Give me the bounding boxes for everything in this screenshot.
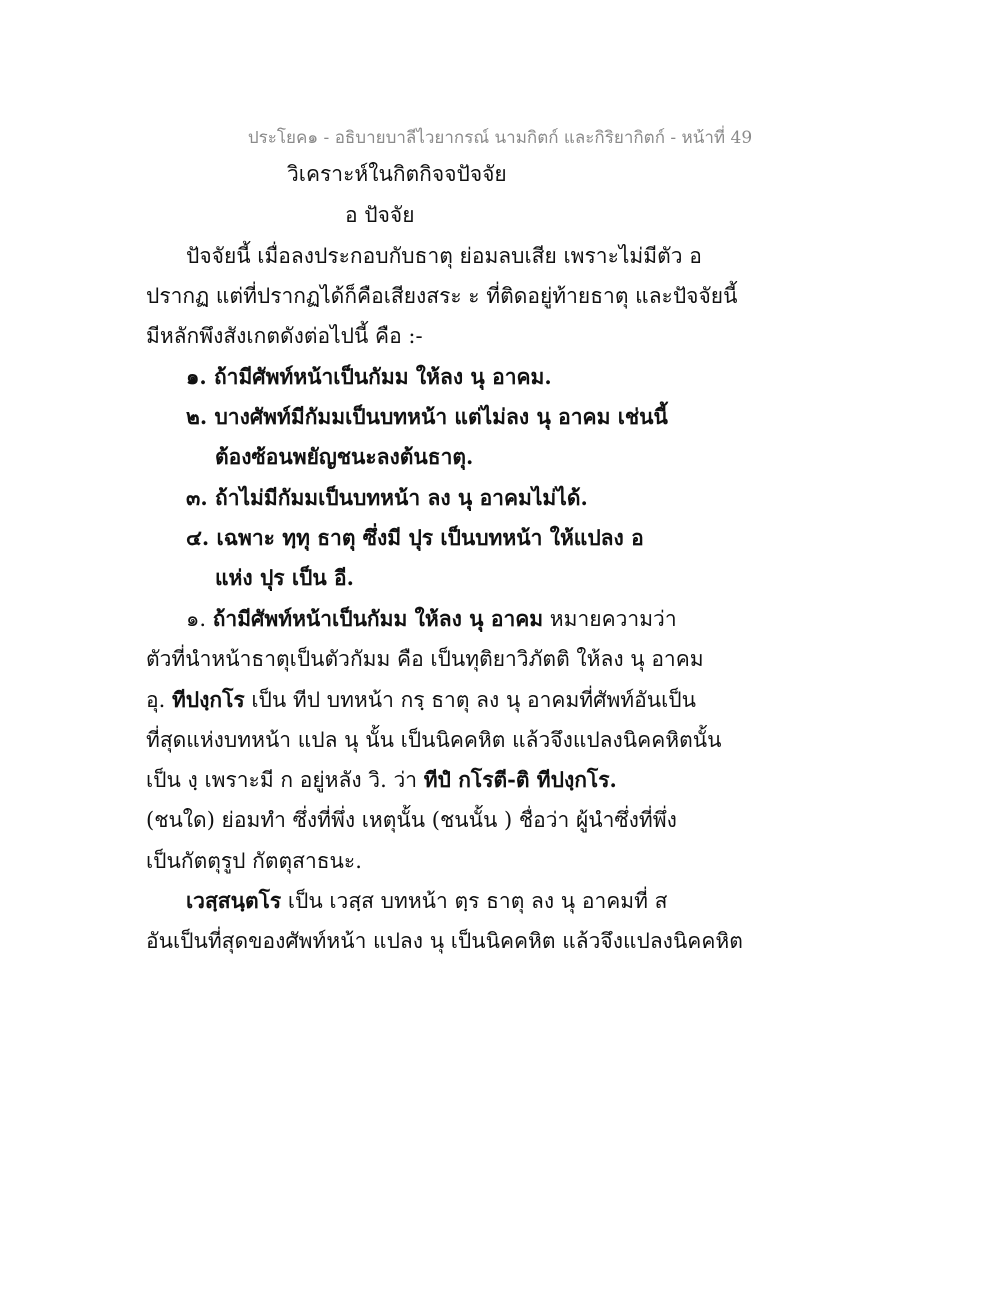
running-header: ประโยค๑ - อธิบายบาลีไวยากรณ์ นามกิตก์ และกิริยากิตก์ - หน้าที่ 49 — [247, 128, 753, 148]
subsection-title: อ ปัจจัย — [345, 203, 415, 227]
rule-3: ๓. ถ้าไม่มีกัมมเป็นบทหน้า ลง นุ อาคมไม่ได้. — [186, 485, 588, 510]
explanation-line-6: (ชนใด) ย่อมทำ ซึ่งที่พึ่ง เหตุนั้น (ชนนั้น ) ชื่อว่า ผู้นำซึ่งที่พึ่ง — [146, 808, 677, 832]
example-word-vessantara: เวสฺสนฺตโร — [186, 888, 282, 913]
intro-line-2: ปรากฏ แต่ที่ปรากฏได้ก็คือเสียงสระ ะ ที่ติดอยู่ท้ายธาตุ และปัจจัยนี้ — [146, 284, 738, 308]
example-prefix: อุ. — [146, 688, 172, 712]
explanation-line-8-rest: เป็น เวสฺส บทหน้า ตฺร ธาตุ ลง นุ อาคมที่ ส — [281, 889, 668, 913]
example-word-dipankara: ทีปงฺกโร — [171, 687, 245, 712]
explanation-line-5-pre: เป็น งฺ เพราะมี ก อยู่หลัง วิ. ว่า — [146, 768, 424, 792]
explanation-line-2: ตัวที่นำหน้าธาตุเป็นตัวกัมม คือ เป็นทุติยาวิภัตติ ให้ลง นุ อาคม — [146, 647, 704, 671]
explanation-line-5 — [146, 766, 617, 794]
section-title: วิเคราะห์ในกิตกิจจปัจจัย — [287, 162, 507, 186]
rule-4-continuation: แห่ง ปุร เป็น อี. — [215, 565, 354, 590]
explanation-line-7: เป็นกัตตุรูป กัตตุสาธนะ. — [146, 849, 362, 873]
explanation-line-3 — [146, 686, 696, 714]
explanation-rule-restated: ถ้ามีศัพท์หน้าเป็นกัมม ให้ลง นุ อาคม — [212, 606, 544, 631]
rule-2-continuation: ต้องซ้อนพยัญชนะลงต้นธาตุ. — [215, 444, 474, 469]
vigraha-phrase: ทีปํ กโรตี-ติ ทีปงฺกโร. — [423, 767, 617, 792]
explanation-number: ๑. — [186, 607, 207, 631]
rule-2: ๒. บางศัพท์มีกัมมเป็นบทหน้า แต่ไม่ลง นุ อาคม เช่นนี้ — [186, 404, 668, 429]
intro-line-1: ปัจจัยนี้ เมื่อลงประกอบกับธาตุ ย่อมลบเสีย เพราะไม่มีตัว อ — [186, 244, 702, 268]
explanation-line-8 — [186, 887, 667, 915]
intro-line-3: มีหลักพึงสังเกตดังต่อไปนี้ คือ :- — [146, 324, 423, 348]
explanation-line-1 — [186, 605, 677, 633]
rule-4: ๔. เฉพาะ ทฺทุ ธาตุ ซึ่งมี ปุร เป็นบทหน้า ให้แปลง อ — [186, 525, 644, 550]
explanation-line-1-rest: หมายความว่า — [543, 607, 677, 631]
explanation-line-3-rest: เป็น ทีป บทหน้า กรฺ ธาตุ ลง นุ อาคมที่ศัพท์อันเป็น — [244, 688, 696, 712]
explanation-line-9: อันเป็นที่สุดของศัพท์หน้า แปลง นุ เป็นนิคคหิต แล้วจึงแปลงนิคคหิต — [146, 929, 743, 953]
explanation-line-4: ที่สุดแห่งบทหน้า แปล นุ นั้น เป็นนิคคหิต แล้วจึงแปลงนิคคหิตนั้น — [146, 728, 722, 752]
rule-1: ๑. ถ้ามีศัพท์หน้าเป็นกัมม ให้ลง นุ อาคม. — [186, 364, 552, 389]
